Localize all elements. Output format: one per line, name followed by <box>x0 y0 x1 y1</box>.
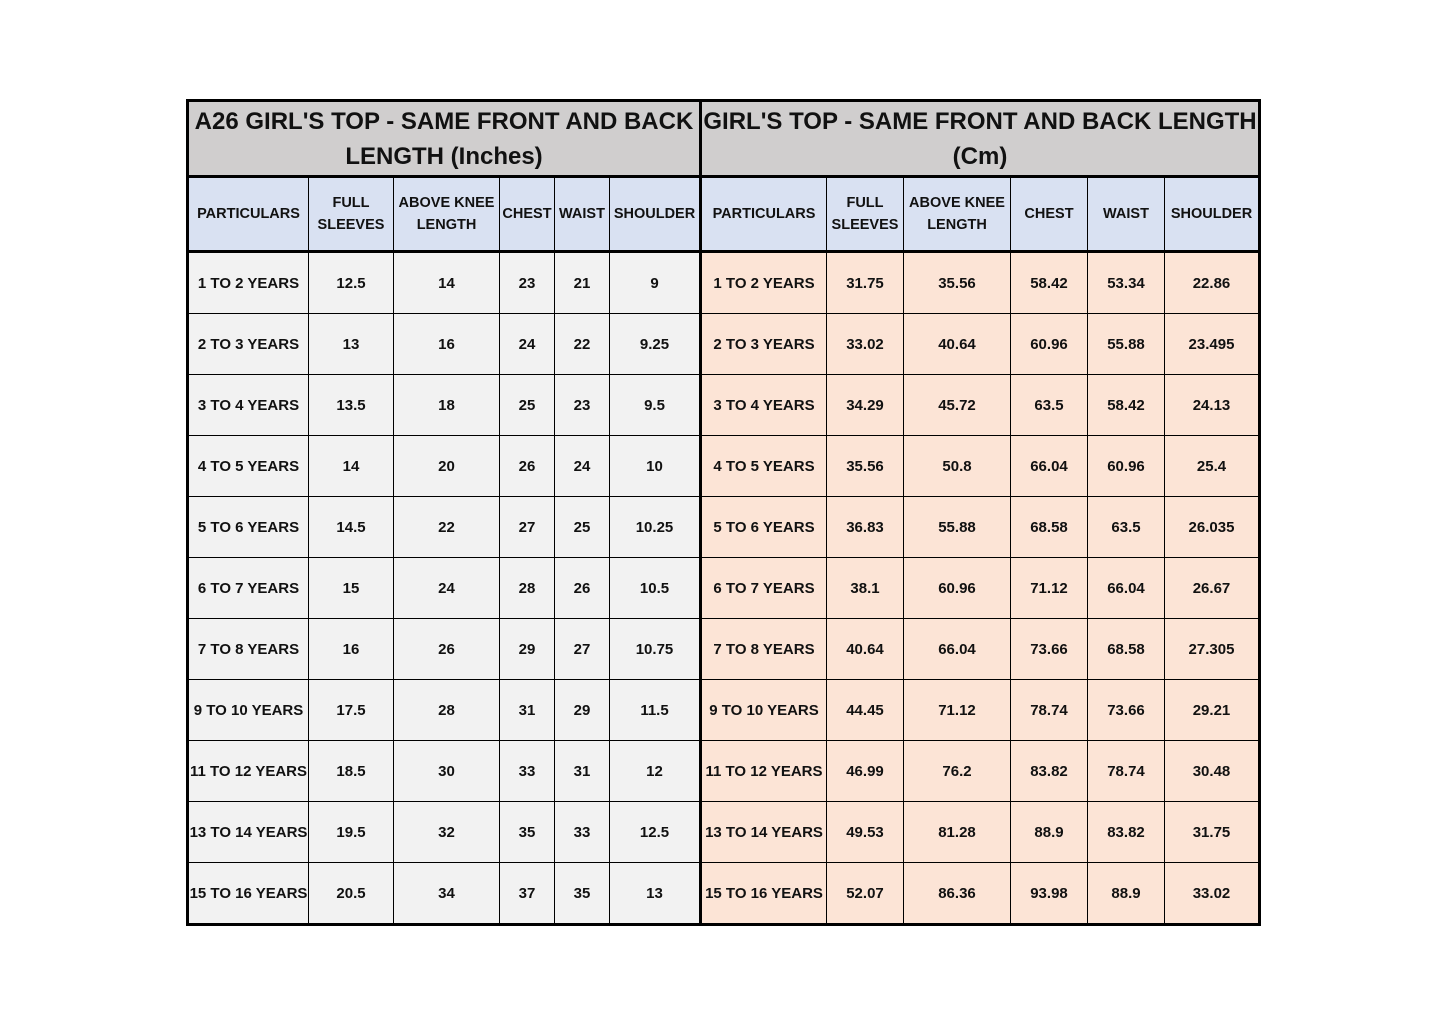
inches-cell-full-sleeves: 17.5 <box>309 680 394 741</box>
cm-cell-full-sleeves: 38.1 <box>827 558 904 619</box>
inches-cell-full-sleeves: 13 <box>309 314 394 375</box>
cm-cell-particulars: 2 TO 3 YEARS <box>701 314 827 375</box>
inches-cell-chest: 31 <box>500 680 555 741</box>
inches-cell-shoulder: 9.25 <box>610 314 701 375</box>
cm-table-title: GIRL'S TOP - SAME FRONT AND BACK LENGTH (Cm) <box>701 101 1260 177</box>
inches-cell-waist: 26 <box>555 558 610 619</box>
inches-cell-above-knee-length: 26 <box>394 619 500 680</box>
cm-cell-chest: 60.96 <box>1011 314 1088 375</box>
cm-cell-particulars: 5 TO 6 YEARS <box>701 497 827 558</box>
inches-cell-chest: 35 <box>500 802 555 863</box>
cm-cell-waist: 88.9 <box>1088 863 1165 925</box>
cm-cell-particulars: 9 TO 10 YEARS <box>701 680 827 741</box>
cm-cell-full-sleeves: 35.56 <box>827 436 904 497</box>
inches-cell-chest: 24 <box>500 314 555 375</box>
cm-cell-full-sleeves: 49.53 <box>827 802 904 863</box>
cm-cell-waist: 66.04 <box>1088 558 1165 619</box>
cm-cell-full-sleeves: 33.02 <box>827 314 904 375</box>
inches-cell-shoulder: 10 <box>610 436 701 497</box>
inches-cell-full-sleeves: 18.5 <box>309 741 394 802</box>
inches-cell-waist: 22 <box>555 314 610 375</box>
inches-cell-full-sleeves: 15 <box>309 558 394 619</box>
cm-cell-shoulder: 22.86 <box>1165 252 1260 314</box>
inches-cell-chest: 28 <box>500 558 555 619</box>
cm-cell-chest: 63.5 <box>1011 375 1088 436</box>
inches-cell-shoulder: 13 <box>610 863 701 925</box>
inches-header-above-knee-length: ABOVE KNEE LENGTH <box>394 177 500 252</box>
cm-cell-above-knee-length: 40.64 <box>904 314 1011 375</box>
inches-cell-waist: 31 <box>555 741 610 802</box>
cm-cell-waist: 78.74 <box>1088 741 1165 802</box>
cm-cell-chest: 68.58 <box>1011 497 1088 558</box>
cm-cell-chest: 73.66 <box>1011 619 1088 680</box>
inches-table-title: A26 GIRL'S TOP - SAME FRONT AND BACK LENGTH (Inches) <box>188 101 701 177</box>
inches-cell-shoulder: 10.75 <box>610 619 701 680</box>
cm-cell-particulars: 3 TO 4 YEARS <box>701 375 827 436</box>
inches-cell-waist: 24 <box>555 436 610 497</box>
cm-cell-particulars: 1 TO 2 YEARS <box>701 252 827 314</box>
inches-cell-above-knee-length: 18 <box>394 375 500 436</box>
inches-header-waist: WAIST <box>555 177 610 252</box>
cm-cell-shoulder: 24.13 <box>1165 375 1260 436</box>
inches-cell-shoulder: 12.5 <box>610 802 701 863</box>
table-row <box>188 619 1260 680</box>
cm-cell-full-sleeves: 52.07 <box>827 863 904 925</box>
cm-cell-shoulder: 26.67 <box>1165 558 1260 619</box>
cm-header-shoulder: SHOULDER <box>1165 177 1260 252</box>
inches-cell-full-sleeves: 12.5 <box>309 252 394 314</box>
table-row <box>188 375 1260 436</box>
cm-cell-particulars: 11 TO 12 YEARS <box>701 741 827 802</box>
cm-cell-waist: 83.82 <box>1088 802 1165 863</box>
inches-cell-above-knee-length: 32 <box>394 802 500 863</box>
cm-cell-full-sleeves: 36.83 <box>827 497 904 558</box>
cm-cell-above-knee-length: 60.96 <box>904 558 1011 619</box>
cm-cell-chest: 58.42 <box>1011 252 1088 314</box>
inches-cell-waist: 35 <box>555 863 610 925</box>
inches-header-particulars: PARTICULARS <box>188 177 309 252</box>
inches-cell-shoulder: 10.5 <box>610 558 701 619</box>
cm-cell-above-knee-length: 66.04 <box>904 619 1011 680</box>
cm-cell-above-knee-length: 35.56 <box>904 252 1011 314</box>
inches-cell-chest: 27 <box>500 497 555 558</box>
inches-cell-chest: 23 <box>500 252 555 314</box>
size-chart-table <box>186 99 1261 926</box>
inches-cell-particulars: 13 TO 14 YEARS <box>188 802 309 863</box>
inches-cell-full-sleeves: 19.5 <box>309 802 394 863</box>
inches-cell-particulars: 11 TO 12 YEARS <box>188 741 309 802</box>
cm-cell-above-knee-length: 50.8 <box>904 436 1011 497</box>
cm-cell-above-knee-length: 76.2 <box>904 741 1011 802</box>
inches-header-full-sleeves: FULL SLEEVES <box>309 177 394 252</box>
cm-cell-chest: 71.12 <box>1011 558 1088 619</box>
cm-cell-full-sleeves: 40.64 <box>827 619 904 680</box>
table-row <box>188 252 1260 314</box>
cm-cell-full-sleeves: 31.75 <box>827 252 904 314</box>
inches-cell-above-knee-length: 16 <box>394 314 500 375</box>
table-row <box>188 497 1260 558</box>
cm-cell-shoulder: 25.4 <box>1165 436 1260 497</box>
cm-cell-particulars: 4 TO 5 YEARS <box>701 436 827 497</box>
inches-cell-particulars: 7 TO 8 YEARS <box>188 619 309 680</box>
inches-cell-shoulder: 11.5 <box>610 680 701 741</box>
inches-cell-particulars: 15 TO 16 YEARS <box>188 863 309 925</box>
cm-cell-waist: 60.96 <box>1088 436 1165 497</box>
cm-header-particulars: PARTICULARS <box>701 177 827 252</box>
inches-cell-full-sleeves: 13.5 <box>309 375 394 436</box>
size-chart <box>186 99 1261 926</box>
inches-cell-full-sleeves: 16 <box>309 619 394 680</box>
inches-cell-chest: 29 <box>500 619 555 680</box>
inches-cell-waist: 33 <box>555 802 610 863</box>
cm-cell-shoulder: 29.21 <box>1165 680 1260 741</box>
table-row <box>188 741 1260 802</box>
cm-cell-shoulder: 31.75 <box>1165 802 1260 863</box>
inches-cell-waist: 25 <box>555 497 610 558</box>
cm-cell-shoulder: 23.495 <box>1165 314 1260 375</box>
cm-cell-particulars: 13 TO 14 YEARS <box>701 802 827 863</box>
inches-cell-particulars: 4 TO 5 YEARS <box>188 436 309 497</box>
cm-cell-shoulder: 27.305 <box>1165 619 1260 680</box>
inches-cell-particulars: 9 TO 10 YEARS <box>188 680 309 741</box>
cm-cell-waist: 73.66 <box>1088 680 1165 741</box>
inches-cell-particulars: 3 TO 4 YEARS <box>188 375 309 436</box>
cm-cell-shoulder: 26.035 <box>1165 497 1260 558</box>
cm-header-full-sleeves: FULL SLEEVES <box>827 177 904 252</box>
inches-header-chest: CHEST <box>500 177 555 252</box>
inches-cell-waist: 23 <box>555 375 610 436</box>
inches-cell-full-sleeves: 14 <box>309 436 394 497</box>
inches-cell-shoulder: 10.25 <box>610 497 701 558</box>
inches-header-shoulder: SHOULDER <box>610 177 701 252</box>
cm-cell-full-sleeves: 34.29 <box>827 375 904 436</box>
cm-cell-waist: 63.5 <box>1088 497 1165 558</box>
cm-cell-shoulder: 33.02 <box>1165 863 1260 925</box>
table-row <box>188 314 1260 375</box>
cm-cell-shoulder: 30.48 <box>1165 741 1260 802</box>
inches-cell-above-knee-length: 24 <box>394 558 500 619</box>
cm-cell-full-sleeves: 46.99 <box>827 741 904 802</box>
cm-cell-waist: 58.42 <box>1088 375 1165 436</box>
inches-cell-chest: 37 <box>500 863 555 925</box>
cm-cell-waist: 55.88 <box>1088 314 1165 375</box>
cm-cell-chest: 78.74 <box>1011 680 1088 741</box>
inches-cell-waist: 29 <box>555 680 610 741</box>
inches-cell-above-knee-length: 30 <box>394 741 500 802</box>
inches-cell-above-knee-length: 22 <box>394 497 500 558</box>
inches-cell-particulars: 5 TO 6 YEARS <box>188 497 309 558</box>
inches-cell-chest: 26 <box>500 436 555 497</box>
cm-cell-above-knee-length: 86.36 <box>904 863 1011 925</box>
inches-cell-above-knee-length: 20 <box>394 436 500 497</box>
inches-cell-shoulder: 9.5 <box>610 375 701 436</box>
inches-cell-above-knee-length: 28 <box>394 680 500 741</box>
cm-cell-above-knee-length: 55.88 <box>904 497 1011 558</box>
cm-cell-waist: 68.58 <box>1088 619 1165 680</box>
cm-cell-full-sleeves: 44.45 <box>827 680 904 741</box>
inches-cell-shoulder: 12 <box>610 741 701 802</box>
inches-cell-waist: 27 <box>555 619 610 680</box>
table-row <box>188 436 1260 497</box>
inches-cell-particulars: 2 TO 3 YEARS <box>188 314 309 375</box>
cm-cell-above-knee-length: 45.72 <box>904 375 1011 436</box>
inches-cell-particulars: 1 TO 2 YEARS <box>188 252 309 314</box>
cm-cell-above-knee-length: 81.28 <box>904 802 1011 863</box>
cm-header-waist: WAIST <box>1088 177 1165 252</box>
inches-cell-full-sleeves: 14.5 <box>309 497 394 558</box>
cm-header-above-knee-length: ABOVE KNEE LENGTH <box>904 177 1011 252</box>
header-row <box>188 177 1260 252</box>
inches-cell-shoulder: 9 <box>610 252 701 314</box>
inches-cell-above-knee-length: 14 <box>394 252 500 314</box>
inches-cell-above-knee-length: 34 <box>394 863 500 925</box>
inches-cell-full-sleeves: 20.5 <box>309 863 394 925</box>
table-row <box>188 802 1260 863</box>
cm-cell-waist: 53.34 <box>1088 252 1165 314</box>
cm-cell-chest: 88.9 <box>1011 802 1088 863</box>
inches-cell-waist: 21 <box>555 252 610 314</box>
cm-cell-above-knee-length: 71.12 <box>904 680 1011 741</box>
cm-cell-particulars: 6 TO 7 YEARS <box>701 558 827 619</box>
cm-cell-particulars: 15 TO 16 YEARS <box>701 863 827 925</box>
cm-cell-chest: 93.98 <box>1011 863 1088 925</box>
cm-cell-particulars: 7 TO 8 YEARS <box>701 619 827 680</box>
inches-cell-chest: 25 <box>500 375 555 436</box>
table-row <box>188 680 1260 741</box>
cm-header-chest: CHEST <box>1011 177 1088 252</box>
cm-cell-chest: 66.04 <box>1011 436 1088 497</box>
inches-cell-chest: 33 <box>500 741 555 802</box>
title-row <box>188 101 1260 177</box>
table-row <box>188 863 1260 925</box>
inches-cell-particulars: 6 TO 7 YEARS <box>188 558 309 619</box>
cm-cell-chest: 83.82 <box>1011 741 1088 802</box>
table-row <box>188 558 1260 619</box>
